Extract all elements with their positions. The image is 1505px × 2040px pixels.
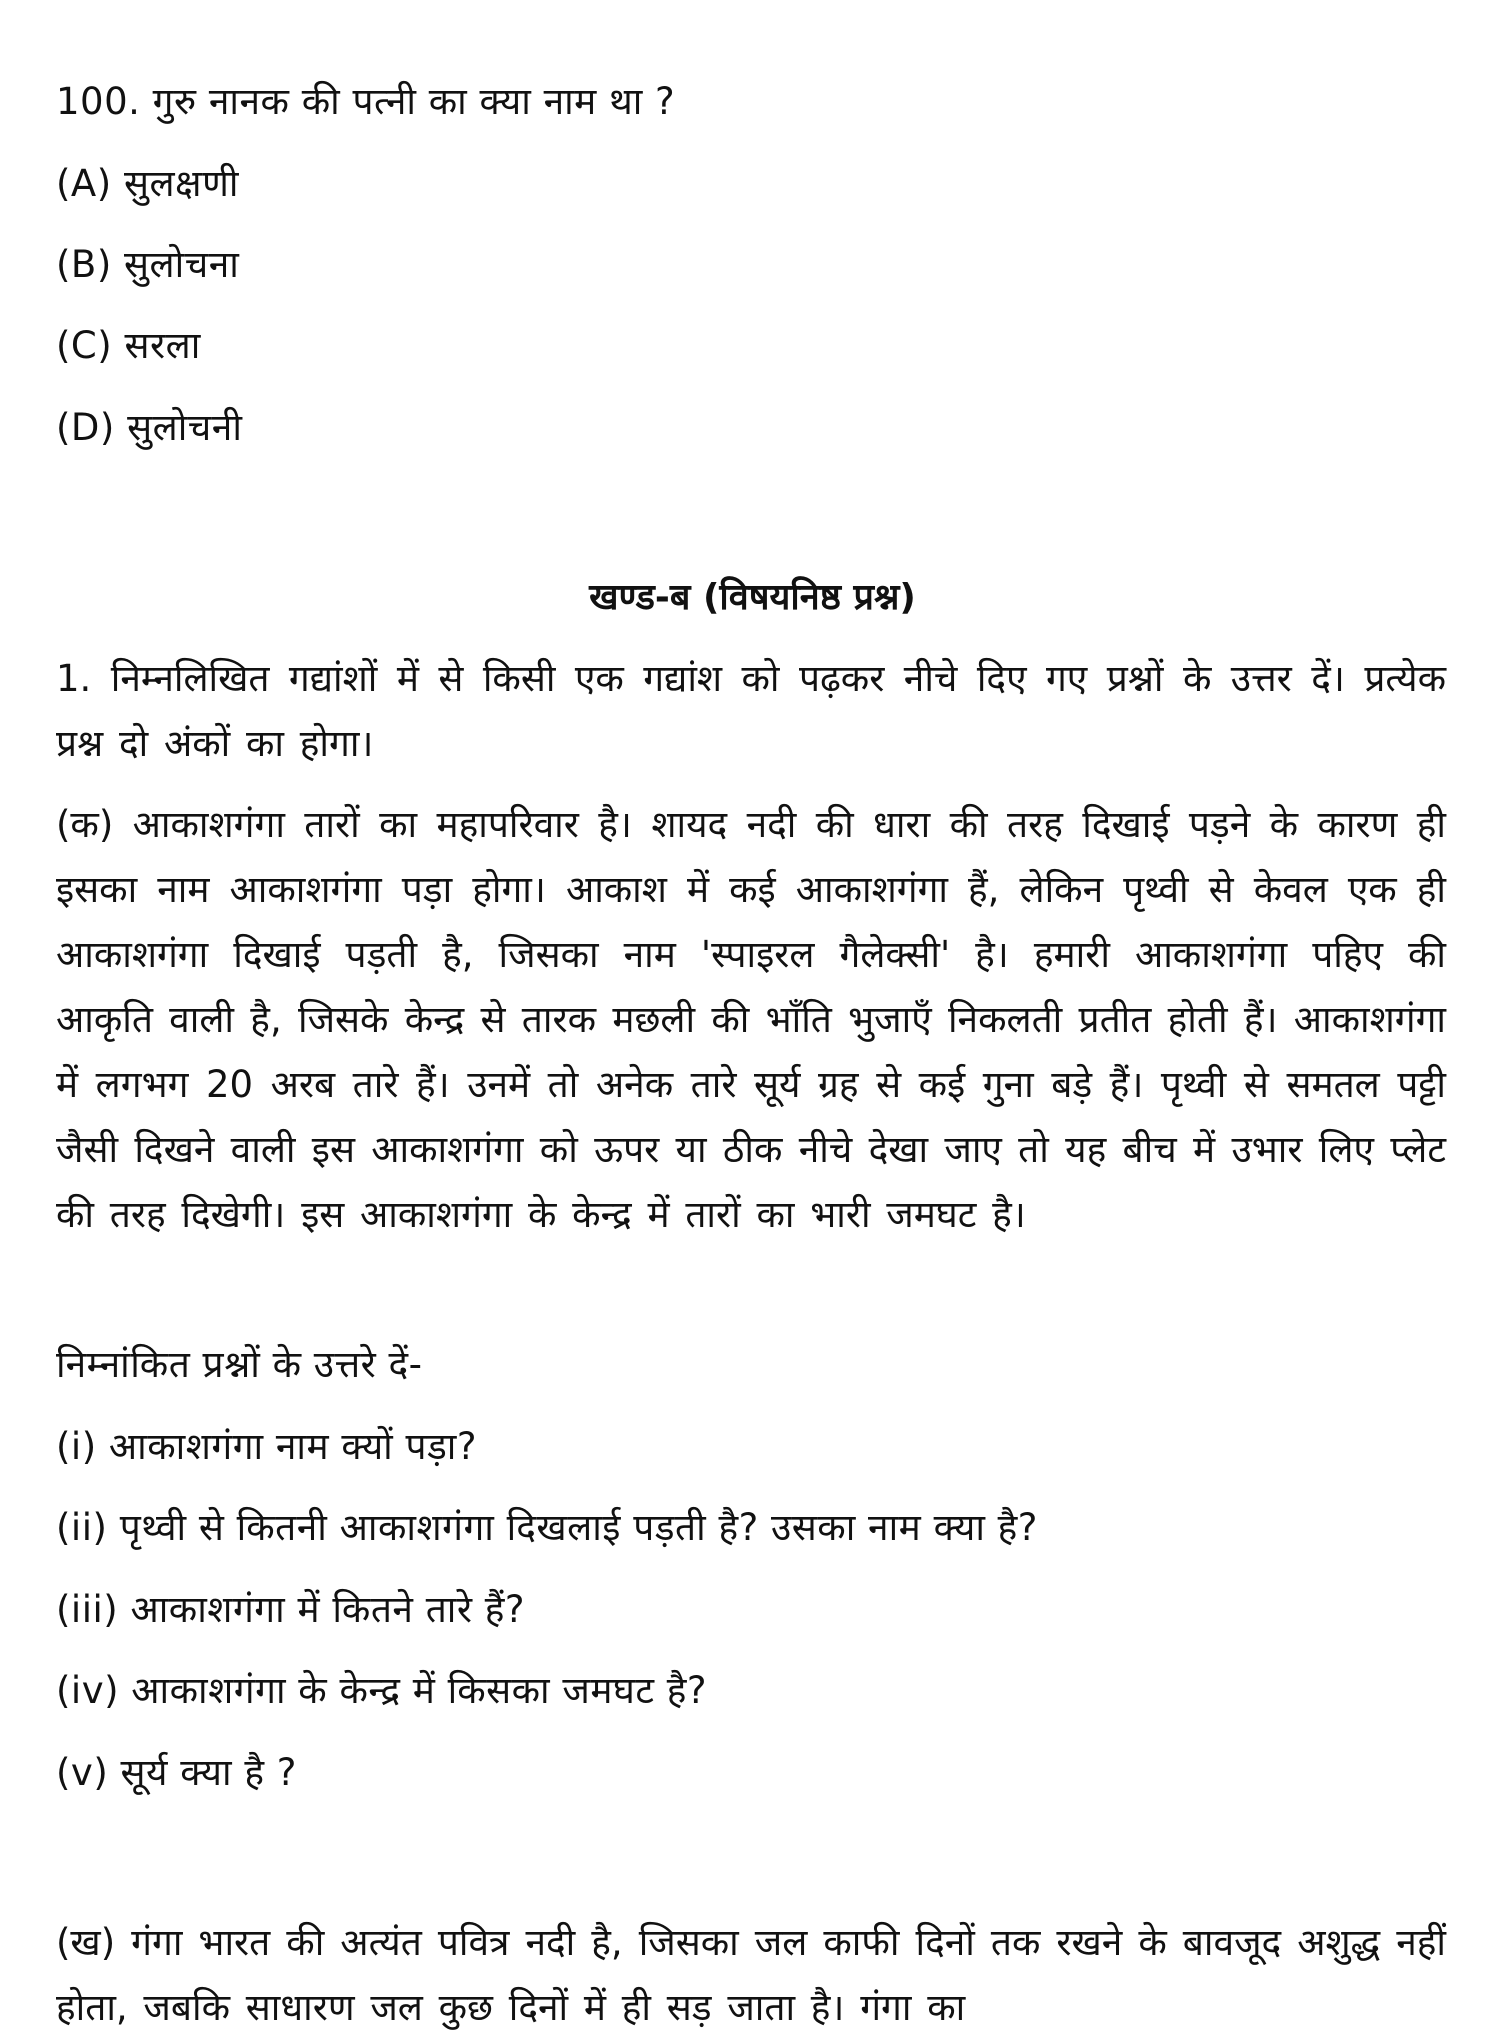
section-heading: खण्ड-ब (विषयनिष्ठ प्रश्न) (589, 577, 916, 618)
question-i: (i) आकाशगंगा नाम क्यों पड़ा? (56, 1425, 478, 1468)
option-c: (C) सरला (56, 324, 201, 367)
question-iv: (iv) आकाशगंगा के केन्द्र में किसका जमघट है? (56, 1669, 708, 1712)
option-d: (D) सुलोचनी (56, 406, 243, 449)
question-ii: (ii) पृथ्वी से कितनी आकाशगंगा दिखलाई पड़ती है? उसका नाम क्या है? (56, 1506, 1038, 1549)
question-v: (v) सूर्य क्या है ? (56, 1751, 297, 1794)
instruction: 1. निम्नलिखित गद्यांशों में से किसी एक गद्यांश को पढ़कर नीचे दिए गए प्रश्नों के उत्तर दें। प्रत्येक प्रश्न दो अंकों का होगा। (56, 657, 1446, 765)
option-b: (B) सुलोचना (56, 243, 240, 286)
passage-ka: (क) आकाशगंगा तारों का महापरिवार है। शायद नदी की धारा की तरह दिखाई पड़ने के कारण ही इसका नाम आकाशगंगा पड़ा होगा। आकाश में कई आकाशगंगा हैं, लेकिन पृथ्वी से केवल एक ही आकाशगंगा दिखाई पड़ती है, जिसका नाम 'स्पाइरल गैलेक्सी' है। हमारी आकाशगंगा पहिए की आकृति वाली है, जिसके केन्द्र से तारक मछली की भाँति भुजाएँ निकलती प्रतीत होती हैं। आकाशगंगा में लगभग 20 अरब तारे हैं। उनमें तो अनेक तारे सूर्य ग्रह से कई गुना बड़े हैं। पृथ्वी से समतल पट्टी जैसी दिखने वाली इस आकाशगंगा को ऊपर या ठीक नीचे देखा जाए तो यह बीच में उभार लिए प्लेट की तरह दिखेगी। इस आकाशगंगा के केन्द्र में तारों का भारी जमघट है। (56, 803, 1446, 1236)
question-100: 100. गुरु नानक की पत्नी का क्या नाम था ? (56, 80, 676, 123)
question-iii: (iii) आकाशगंगा में कितने तारे हैं? (56, 1588, 526, 1631)
option-a: (A) सुलक्षणी (56, 162, 239, 205)
questions-intro: निम्नांकित प्रश्नों के उत्तरे दें- (56, 1343, 423, 1386)
passage-kha: (ख) गंगा भारत की अत्यंत पवित्र नदी है, जिसका जल काफी दिनों तक रखने के बावजूद अशुद्ध नहीं होता, जबकि साधारण जल कुछ दिनों में ही सड़ जाता है। गंगा का (56, 1921, 1446, 2029)
